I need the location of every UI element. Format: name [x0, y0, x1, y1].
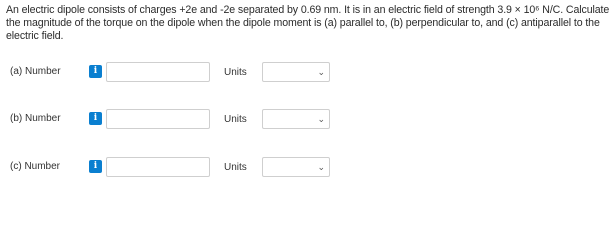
- part-a-number-input[interactable]: [106, 62, 210, 82]
- part-a-row: [0, 60, 613, 86]
- part-b-row: [0, 107, 613, 133]
- part-b-number-input[interactable]: [106, 109, 210, 129]
- chevron-down-icon: ⌄: [317, 67, 325, 77]
- part-c-label: (c) Number: [10, 161, 61, 172]
- info-icon[interactable]: i: [89, 160, 102, 173]
- question-text: An electric dipole consists of charges +2e and -2e separated by 0.69 nm. It is in an electric field of strength 3.9 × 10⁶ N/C. Calculate the magnitude of the torque on the dipole when the dipole moment is (a) parallel to, (b) perpendicular to, and (c) antiparallel to the electric field.: [6, 4, 610, 42]
- part-b-units-select[interactable]: [262, 109, 330, 129]
- info-icon[interactable]: i: [89, 65, 102, 78]
- part-b-label: (b) Number: [10, 113, 61, 124]
- part-a-units-label: Units: [224, 67, 247, 78]
- chevron-down-icon: ⌄: [317, 114, 325, 124]
- part-a-units-select[interactable]: [262, 62, 330, 82]
- part-b-units-label: Units: [224, 114, 247, 125]
- info-icon[interactable]: i: [89, 112, 102, 125]
- chevron-down-icon: ⌄: [317, 162, 325, 172]
- part-c-units-label: Units: [224, 162, 247, 173]
- part-c-number-input[interactable]: [106, 157, 210, 177]
- part-c-row: [0, 155, 613, 181]
- part-c-units-select[interactable]: [262, 157, 330, 177]
- part-a-label: (a) Number: [10, 66, 61, 77]
